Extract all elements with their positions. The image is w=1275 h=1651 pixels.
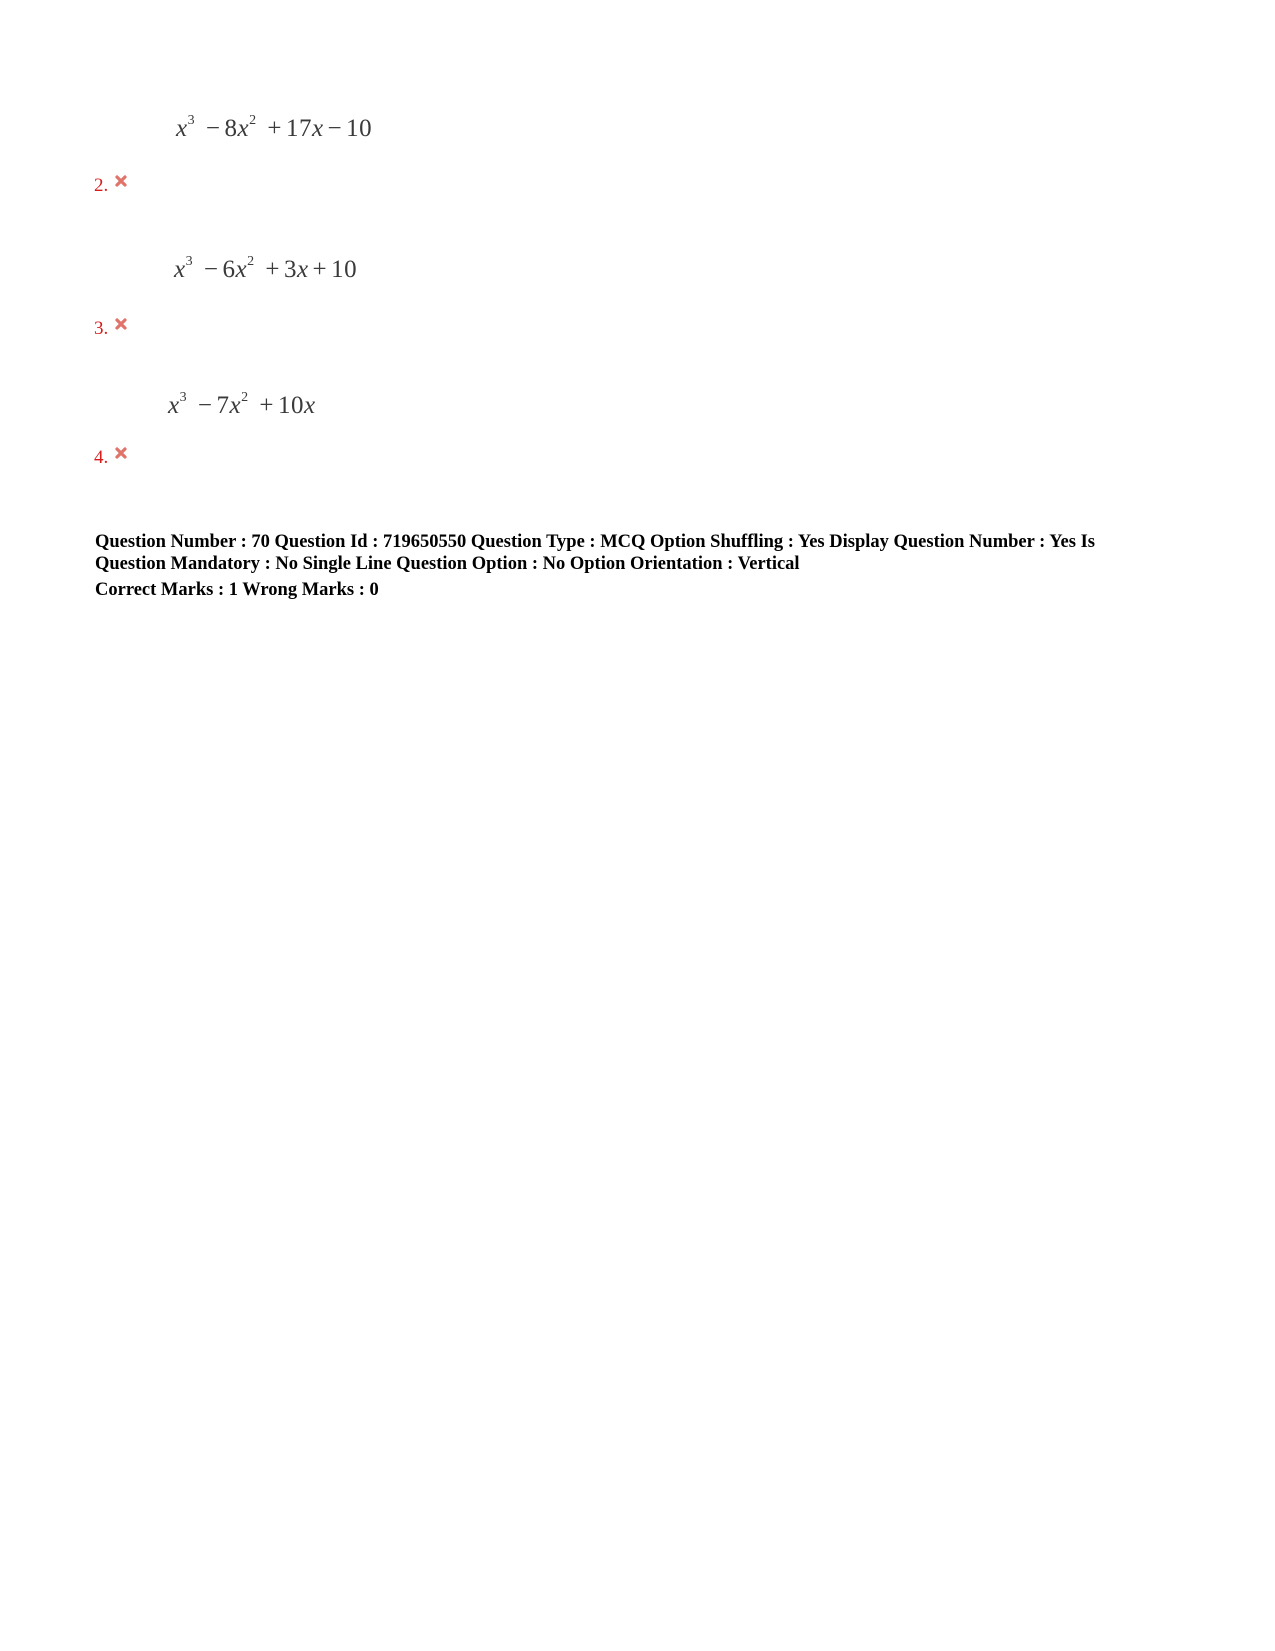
option-number: 4. xyxy=(94,447,109,468)
term-var: x xyxy=(168,392,180,419)
cross-icon xyxy=(114,446,128,460)
constant: 10 xyxy=(346,115,373,142)
option-2-marker xyxy=(94,175,128,197)
operator: + xyxy=(267,115,282,142)
option-3-marker xyxy=(94,318,128,340)
marks-line: Correct Marks : 1 Wrong Marks : 0 xyxy=(95,580,379,600)
option-2-expression xyxy=(174,253,358,284)
exponent: 2 xyxy=(249,112,257,128)
operator: + xyxy=(312,256,328,283)
operator: − xyxy=(197,392,213,419)
term-var: x xyxy=(296,256,309,283)
term-var: x xyxy=(303,392,316,419)
term-var: x xyxy=(229,392,242,419)
cross-icon xyxy=(114,174,128,188)
term-var: x xyxy=(174,256,186,283)
option-3-expression xyxy=(168,389,316,420)
coefficient: 6 xyxy=(222,256,236,283)
exponent: 2 xyxy=(247,253,255,269)
coefficient: 7 xyxy=(216,392,230,419)
constant: 10 xyxy=(331,256,358,283)
operator: − xyxy=(205,115,221,142)
exponent: 3 xyxy=(187,112,196,128)
option-4-marker xyxy=(94,447,128,469)
question-meta-line-1: Question Number : 70 Question Id : 719650550 Question Type : MCQ Option Shuffling : Yes Display Question Number : Yes Is xyxy=(95,532,1095,552)
term-var: x xyxy=(176,115,188,142)
cross-icon xyxy=(114,317,128,331)
option-number: 3. xyxy=(94,318,109,339)
exponent: 3 xyxy=(179,389,188,405)
exponent: 3 xyxy=(185,253,194,269)
exponent: 2 xyxy=(241,389,249,405)
coefficient: 3 xyxy=(283,256,297,283)
term-var: x xyxy=(311,115,324,142)
term-var: x xyxy=(235,256,248,283)
coefficient: 17 xyxy=(285,115,312,142)
coefficient: 8 xyxy=(224,115,238,142)
coefficient: 10 xyxy=(277,392,304,419)
operator: − xyxy=(203,256,219,283)
question-meta-line-2: Question Mandatory : No Single Line Question Option : No Option Orientation : Vertical xyxy=(95,554,800,574)
option-1-expression xyxy=(176,112,373,143)
option-number: 2. xyxy=(94,175,109,196)
term-var: x xyxy=(237,115,250,142)
operator: + xyxy=(259,392,274,419)
question-meta xyxy=(95,531,1185,601)
operator: + xyxy=(265,256,280,283)
operator: − xyxy=(327,115,343,142)
